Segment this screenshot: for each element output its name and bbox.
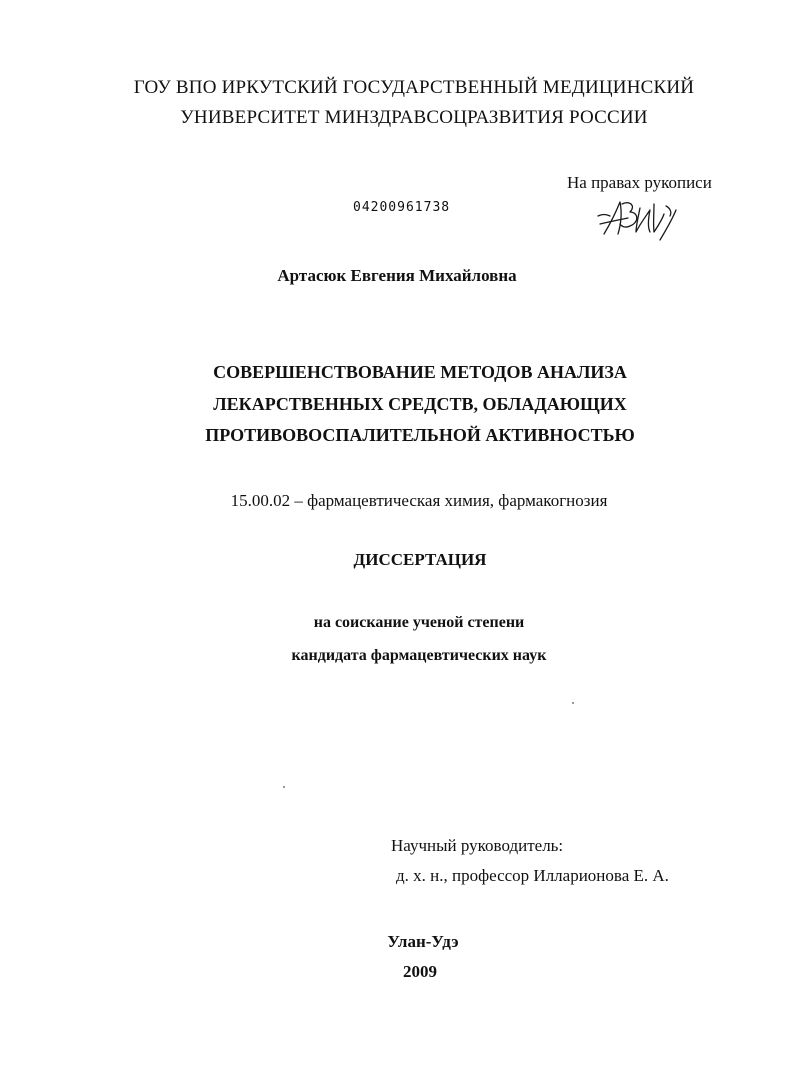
institution-line-1: ГОУ ВПО ИРКУТСКИЙ ГОСУДАРСТВЕННЫЙ МЕДИЦИНСКИЙ xyxy=(133,77,695,98)
title-line-2: ЛЕКАРСТВЕННЫХ СРЕДСТВ, ОБЛАДАЮЩИХ xyxy=(213,394,627,414)
author-name: Артасюк Евгения Михайловна xyxy=(277,266,517,285)
author-signature xyxy=(596,194,682,242)
document-type: ДИССЕРТАЦИЯ xyxy=(353,550,487,569)
year: 2009 xyxy=(403,962,437,981)
degree-line-1: на соискание ученой степени xyxy=(313,614,525,631)
catalog-number: 04200961738 xyxy=(353,200,451,215)
title-line-1: СОВЕРШЕНСТВОВАНИЕ МЕТОДОВ АНАЛИЗА xyxy=(213,362,627,382)
city: Улан-Удэ xyxy=(387,932,459,951)
rights-note: На правах рукописи xyxy=(567,173,712,192)
supervisor-label: Научный руководитель: xyxy=(391,836,564,855)
scan-speck xyxy=(283,786,285,788)
specialty-code: 15.00.02 – фармацевтическая химия, фармакогнозия xyxy=(230,491,608,510)
institution-line-2: УНИВЕРСИТЕТ МИНЗДРАВСОЦРАЗВИТИЯ РОССИИ xyxy=(180,107,648,128)
scan-speck xyxy=(572,702,574,704)
title-line-3: ПРОТИВОВОСПАЛИТЕЛЬНОЙ АКТИВНОСТЬЮ xyxy=(205,425,635,445)
degree-line-2: кандидата фармацевтических наук xyxy=(291,647,547,664)
supervisor-name: д. х. н., профессор Илларионова Е. А. xyxy=(396,866,669,885)
